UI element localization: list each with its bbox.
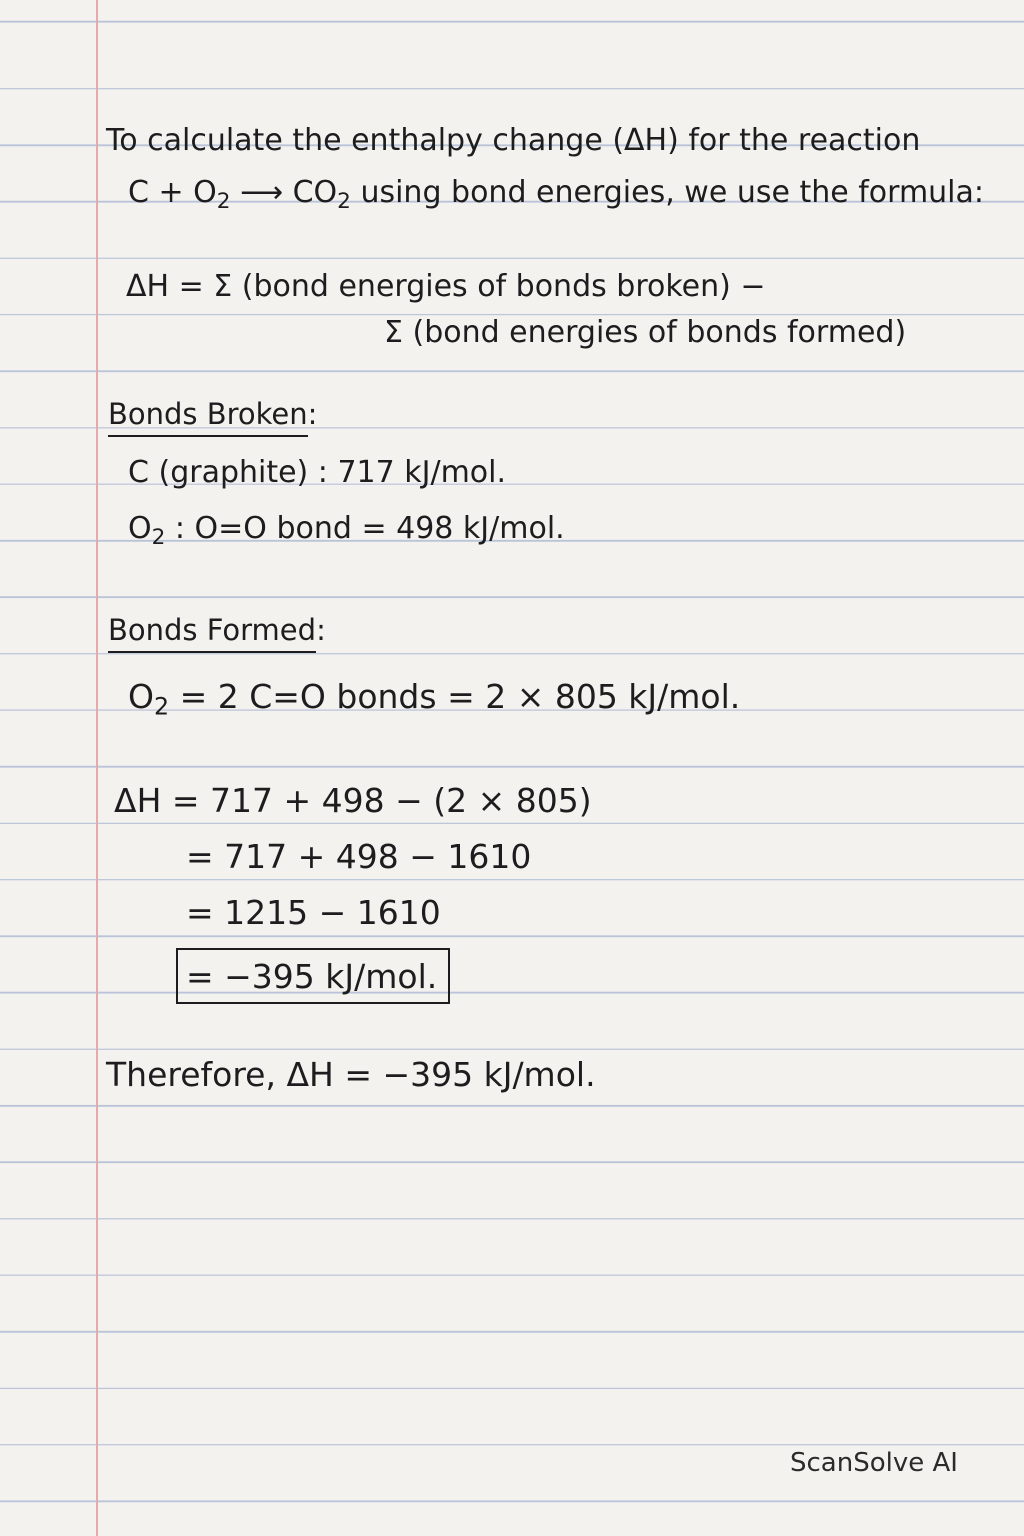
bonds-formed-o-subscript: 2	[153, 692, 170, 721]
calc-line-3: = 1215 − 1610	[186, 893, 441, 932]
bonds-broken-item-oxygen	[128, 511, 565, 551]
reaction-arrow-product: ⟶ CO	[230, 175, 338, 210]
bonds-broken-colon: :	[307, 397, 318, 431]
conclusion-line: Therefore, ΔH = −395 kJ/mol.	[106, 1055, 596, 1094]
bonds-broken-o-value: : O=O bond = 498 kJ/mol.	[165, 511, 565, 546]
bonds-formed-heading	[108, 613, 326, 653]
scansolve-watermark: ScanSolve AI	[790, 1448, 958, 1478]
margin-line	[96, 0, 98, 1536]
calc-line-1: ΔH = 717 + 498 − (2 × 805)	[114, 781, 592, 820]
formula-line-2: Σ (bond energies of bonds formed)	[384, 315, 907, 350]
calc-result: = −395 kJ/mol.	[186, 957, 438, 996]
bonds-formed-item	[128, 677, 741, 721]
bonds-broken-o-subscript: 2	[151, 525, 166, 551]
bonds-broken-o-label: O	[128, 511, 152, 546]
bonds-formed-value: = 2 C=O bonds = 2 × 805 kJ/mol.	[169, 677, 741, 716]
reaction-rest: using bond energies, we use the formula:	[350, 175, 985, 210]
formula-line-1: ΔH = Σ (bond energies of bonds broken) −	[126, 269, 766, 304]
bonds-broken-item-graphite: C (graphite) : 717 kJ/mol.	[128, 455, 507, 490]
reaction-o2-subscript: 2	[216, 189, 231, 215]
bonds-formed-o-label: O	[128, 677, 154, 716]
calc-line-2: = 717 + 498 − 1610	[186, 837, 532, 876]
bonds-formed-colon: :	[316, 613, 326, 647]
reaction-line	[128, 175, 985, 215]
reaction-reactants: C + O	[128, 175, 217, 210]
bonds-broken-heading	[108, 397, 318, 437]
bonds-formed-heading-text: Bonds Formed	[108, 616, 316, 653]
intro-line: To calculate the enthalpy change (ΔH) for the reaction	[106, 123, 921, 158]
reaction-co2-subscript: 2	[337, 189, 351, 215]
bonds-broken-heading-text: Bonds Broken	[108, 400, 308, 437]
